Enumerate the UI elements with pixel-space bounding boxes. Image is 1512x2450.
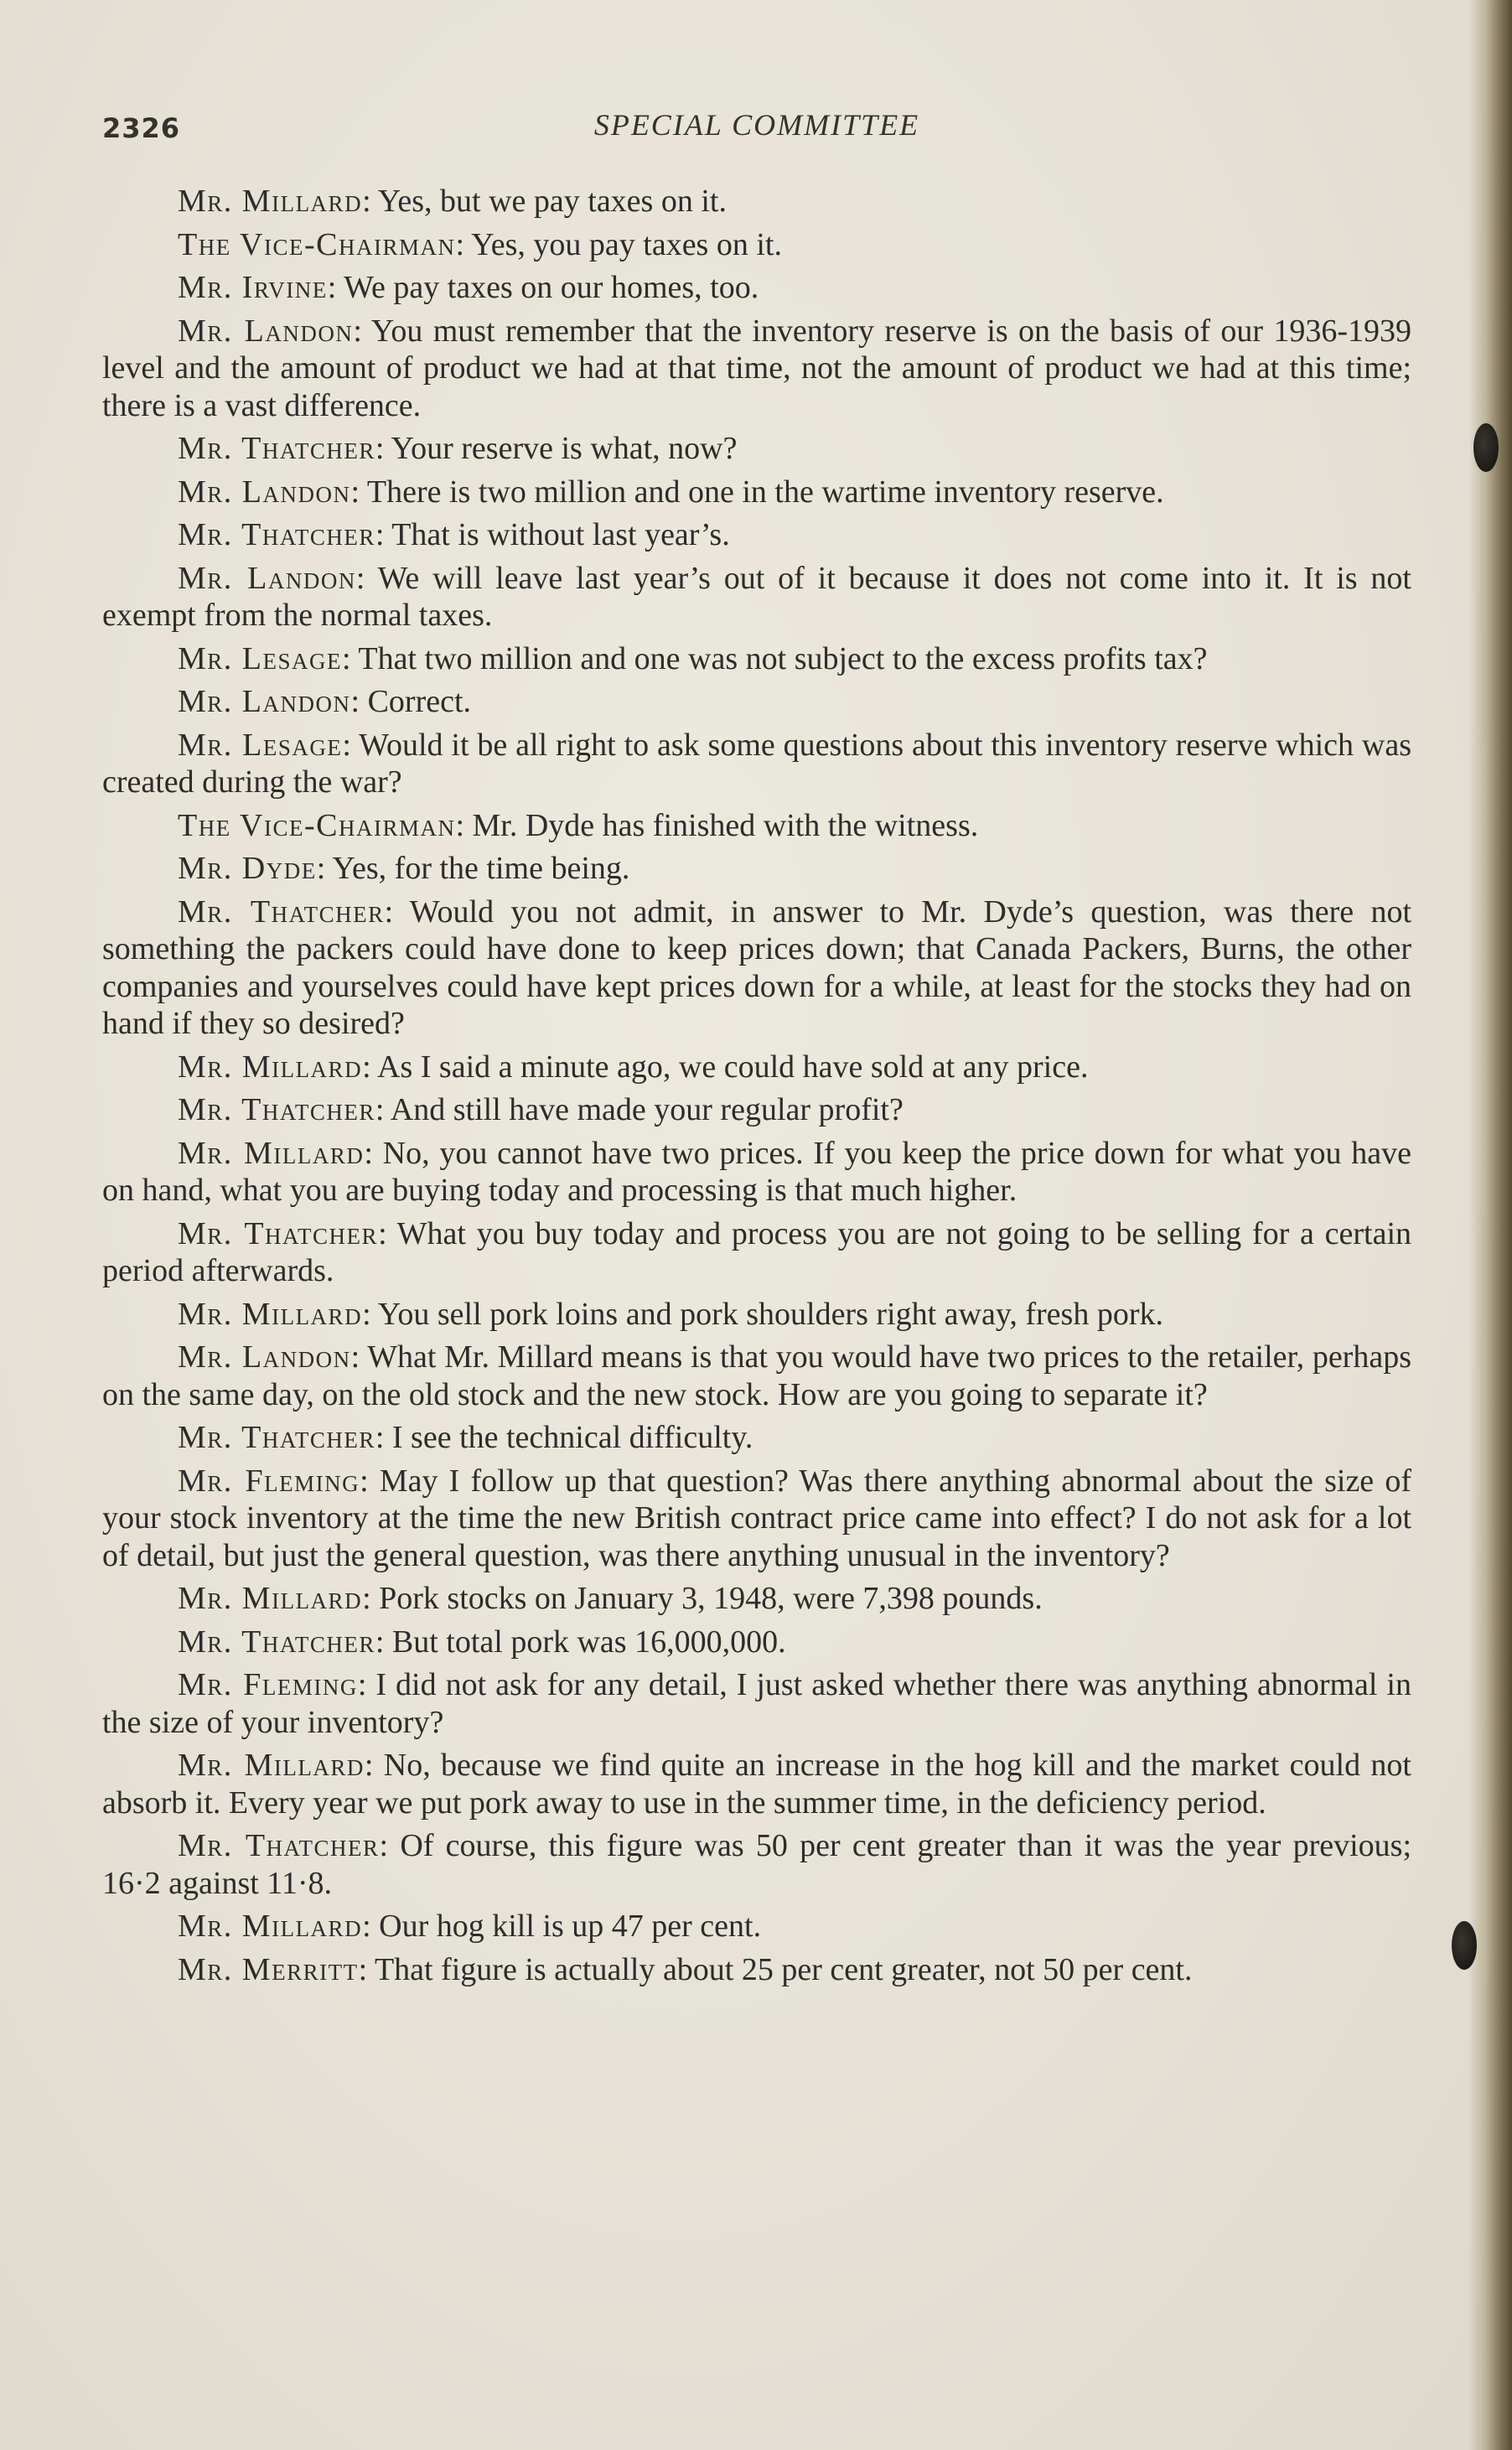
speech-text: We will leave last year’s out of it because it does not come into it. It is not exempt from the normal taxes.: [102, 560, 1411, 633]
transcript-paragraph: Mr. Landon: There is two million and one in the wartime inventory reserve.: [178, 474, 1164, 510]
transcript-paragraph: Mr. Landon: You must remember that the inventory reserve is on the basis of our 1936-1939 level and the amount of product we had at that time, not the amount of product we had at this time; there is a vast difference.: [102, 313, 1411, 423]
punch-hole: [1452, 1921, 1477, 1970]
transcript-paragraph: Mr. Millard: You sell pork loins and pork shoulders right away, fresh pork.: [178, 1296, 1163, 1332]
speech-text: And still have made your regular profit?: [390, 1092, 904, 1127]
page-header: [102, 107, 1411, 148]
speech-text: What Mr. Millard means is that you would have two prices to the retailer, perhaps on the same day, on the old stock and the new stock. How are you going to separate it?: [102, 1339, 1411, 1412]
speaker-name: Mr. Thatcher: [178, 1215, 379, 1251]
speech-text: Your reserve is what, now?: [391, 431, 738, 466]
speaker-name: Mr. Thatcher: [178, 1624, 375, 1660]
speech-text: Yes, but we pay taxes on it.: [377, 184, 727, 219]
transcript-paragraph: Mr. Thatcher: What you buy today and process you are not going to be selling for a certain period afterwards.: [102, 1215, 1411, 1288]
speaker-name: Mr. Landon: [178, 684, 351, 719]
speaker-name: The Vice-Chairman: [178, 226, 456, 262]
speech-text: Our hog kill is up 47 per cent.: [379, 1909, 762, 1944]
speech-text: But total pork was 16,000,000.: [391, 1624, 786, 1660]
speaker-name: Mr. Merritt: [178, 1951, 359, 1987]
speech-text: Would you not admit, in answer to Mr. Dyde’s question, was there not something the packers could have done to keep prices down; that Canada Packers, Burns, the other companies and yourselves could have kept prices down for a while, at least for the stocks they had on hand if they so desired?: [102, 893, 1411, 1041]
speaker-name: Mr. Lesage: [178, 640, 343, 676]
speech-text: We pay taxes on our homes, too.: [344, 270, 759, 305]
speech-text: Correct.: [367, 684, 472, 719]
transcript-paragraph: Mr. Thatcher: Of course, this figure was 50 per cent greater than it was the year previous; 16·2 against 11·8.: [102, 1828, 1411, 1901]
speech-text: Of course, this figure was 50 per cent greater than it was the year previous; 16·2 against 11·8.: [102, 1828, 1411, 1901]
transcript-paragraph: Mr. Millard: Yes, but we pay taxes on it.: [178, 184, 727, 219]
speech-text: I see the technical difficulty.: [391, 1420, 753, 1455]
speaker-name: Mr. Millard: [178, 1135, 365, 1171]
transcript-paragraph: Mr. Millard: Our hog kill is up 47 per cent.: [178, 1909, 762, 1944]
speaker-name: Mr. Thatcher: [178, 1092, 375, 1127]
speaker-name: Mr. Millard: [178, 1296, 363, 1332]
speaker-name: Mr. Dyde: [178, 851, 317, 886]
speech-text: That is without last year’s.: [391, 517, 730, 552]
speech-text: As I said a minute ago, we could have sold at any price.: [377, 1049, 1089, 1085]
speech-text: That figure is actually about 25 per cent greater, not 50 per cent.: [374, 1951, 1193, 1987]
punch-hole: [1473, 423, 1499, 472]
speaker-name: Mr. Millard: [178, 1581, 363, 1616]
speech-text: What you buy today and process you are not going to be selling for a certain period afterwards.: [102, 1215, 1411, 1288]
speech-text: Mr. Dyde has finished with the witness.: [472, 807, 979, 843]
speaker-name: Mr. Fleming: [178, 1667, 358, 1702]
page-number: 2326: [102, 112, 181, 144]
speech-text: Pork stocks on January 3, 1948, were 7,398 pounds.: [379, 1581, 1043, 1616]
transcript-paragraph: Mr. Millard: As I said a minute ago, we could have sold at any price.: [178, 1049, 1089, 1085]
transcript-paragraph: Mr. Millard: No, because we find quite an increase in the hog kill and the market could not absorb it. Every year we put pork away to use in the summer time, in the deficiency period.: [102, 1748, 1411, 1821]
speaker-name: Mr. Landon: [178, 1339, 351, 1375]
transcript-paragraph: Mr. Thatcher: I see the technical difficulty.: [178, 1420, 753, 1455]
speaker-name: Mr. Irvine: [178, 270, 328, 305]
speech-text: I did not ask for any detail, I just asked whether there was anything abnormal in the size of your inventory?: [102, 1667, 1411, 1740]
transcript-paragraph: Mr. Lesage: That two million and one was not subject to the excess profits tax?: [178, 640, 1208, 676]
speaker-name: Mr. Landon: [178, 560, 356, 596]
transcript-paragraph: Mr. Thatcher: Would you not admit, in answer to Mr. Dyde’s question, was there not something the packers could have done to keep prices down; that Canada Packers, Burns, the other companies and yourselves could have kept prices down for a while, at least for the stocks they had on hand if they so desired?: [102, 893, 1411, 1041]
speaker-name: Mr. Landon: [178, 474, 351, 510]
transcript-paragraph: Mr. Landon: What Mr. Millard means is that you would have two prices to the retailer, perhaps on the same day, on the old stock and the new stock. How are you going to separate it?: [102, 1339, 1411, 1412]
transcript-paragraph: The Vice-Chairman: Mr. Dyde has finished with the witness.: [178, 807, 979, 843]
speech-text: Yes, you pay taxes on it.: [471, 226, 782, 262]
speaker-name: Mr. Landon: [178, 313, 354, 349]
speaker-name: Mr. Fleming: [178, 1463, 360, 1499]
transcript-paragraph: Mr. Thatcher: And still have made your regular profit?: [178, 1092, 904, 1127]
transcript-paragraph: Mr. Millard: No, you cannot have two prices. If you keep the price down for what you have on hand, what you are buying today and processing is that much higher.: [102, 1135, 1411, 1208]
transcript-paragraph: Mr. Thatcher: That is without last year’s.: [178, 517, 730, 552]
speaker-name: Mr. Lesage: [178, 727, 343, 763]
speaker-name: Mr. Thatcher: [178, 517, 375, 552]
speech-text: Yes, for the time being.: [332, 851, 630, 886]
binding-edge: [1468, 0, 1512, 2450]
transcript-paragraph: Mr. Fleming: May I follow up that question? Was there anything abnormal about the size of your stock inventory at the time the new British contract price came into effect? I do not ask for a lot of detail, but just the general question, was there anything unusual in the inventory?: [102, 1463, 1411, 1573]
transcript-paragraph: Mr. Thatcher: But total pork was 16,000,000.: [178, 1624, 786, 1660]
speaker-name: Mr. Millard: [178, 1748, 365, 1783]
speaker-name: Mr. Millard: [178, 184, 363, 219]
speech-text: Would it be all right to ask some questions about this inventory reserve which was created during the war?: [102, 727, 1412, 800]
transcript-paragraph: Mr. Dyde: Yes, for the time being.: [178, 851, 630, 886]
transcript-paragraph: Mr. Lesage: Would it be all right to ask some questions about this inventory reserve which was created during the war?: [102, 727, 1412, 800]
transcript-paragraph: Mr. Landon: We will leave last year’s out of it because it does not come into it. It is not exempt from the normal taxes.: [102, 560, 1411, 633]
speaker-name: Mr. Millard: [178, 1049, 363, 1085]
speech-text: No, you cannot have two prices. If you keep the price down for what you have on hand, what you are buying today and processing is that much higher.: [102, 1135, 1411, 1208]
transcript-paragraph: Mr. Landon: Correct.: [178, 684, 472, 719]
running-title: SPECIAL COMMITTEE: [593, 108, 920, 142]
speech-text: You sell pork loins and pork shoulders right away, fresh pork.: [377, 1296, 1163, 1332]
speaker-name: Mr. Millard: [178, 1909, 363, 1944]
transcript-paragraph: Mr. Merritt: That figure is actually about 25 per cent greater, not 50 per cent.: [178, 1951, 1193, 1987]
transcript-paragraph: Mr. Irvine: We pay taxes on our homes, too.: [178, 270, 759, 305]
speech-text: May I follow up that question? Was there anything abnormal about the size of your stock inventory at the time the new British contract price came into effect? I do not ask for a lot of detail, but just the general question, was there anything unusual in the inventory?: [102, 1463, 1411, 1573]
speech-text: No, because we find quite an increase in the hog kill and the market could not absorb it. Every year we put pork away to use in the summer time, in the deficiency period.: [102, 1748, 1411, 1821]
speech-text: You must remember that the inventory reserve is on the basis of our 1936-1939 level and the amount of product we had at that time, not the amount of product we had at this time; there is a vast difference.: [102, 313, 1411, 423]
speaker-name: The Vice-Chairman: [178, 807, 456, 843]
transcript-paragraph: Mr. Fleming: I did not ask for any detail, I just asked whether there was anything abnormal in the size of your inventory?: [102, 1667, 1411, 1740]
transcript-paragraph: The Vice-Chairman: Yes, you pay taxes on it.: [178, 226, 782, 262]
transcript-paragraph: Mr. Thatcher: Your reserve is what, now?: [178, 431, 738, 466]
speaker-name: Mr. Thatcher: [178, 893, 385, 930]
speaker-name: Mr. Thatcher: [178, 1828, 380, 1863]
speaker-name: Mr. Thatcher: [178, 1420, 375, 1455]
speech-text: There is two million and one in the wartime inventory reserve.: [366, 474, 1164, 510]
transcript-paragraph: Mr. Millard: Pork stocks on January 3, 1948, were 7,398 pounds.: [178, 1581, 1043, 1616]
transcript-body: [102, 183, 1411, 1994]
speech-text: That two million and one was not subject to the excess profits tax?: [358, 640, 1208, 676]
speaker-name: Mr. Thatcher: [178, 431, 375, 466]
